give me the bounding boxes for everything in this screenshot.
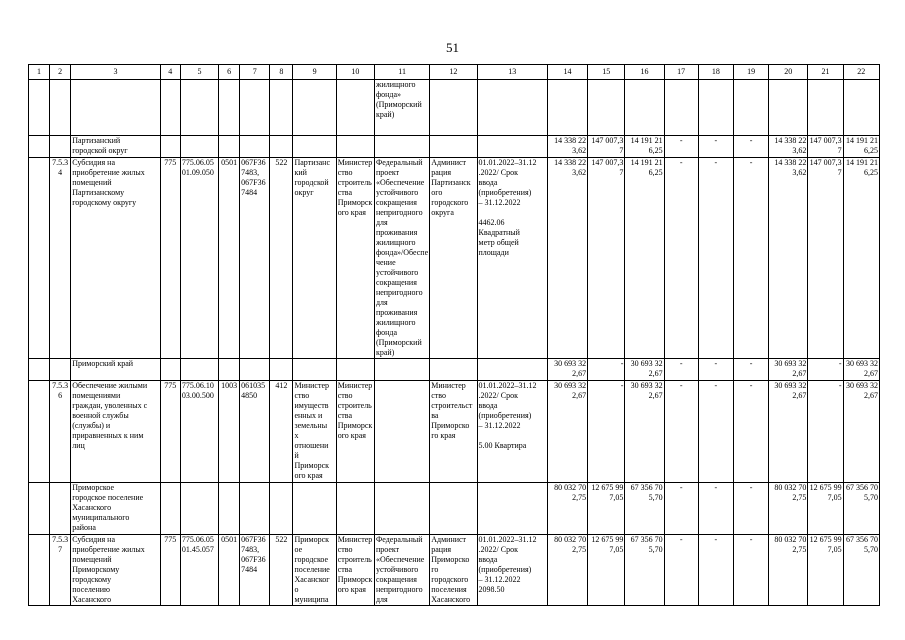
table-cell — [374, 136, 429, 158]
column-header: 21 — [808, 65, 843, 80]
table-cell: Субсидия на приобретение жилых помещений Приморскому городскому поселению Хасанского — [71, 535, 161, 606]
column-header: 12 — [430, 65, 477, 80]
column-header: 8 — [270, 65, 293, 80]
table-cell: - — [698, 381, 733, 483]
table-cell — [547, 80, 587, 136]
table-cell: 14 338 22 3,62 — [769, 158, 808, 359]
table-cell: Партизанский городской округ — [71, 136, 161, 158]
table-cell: 12 675 99 7,05 — [588, 483, 625, 535]
table-cell: 30 693 32 2,67 — [843, 359, 879, 381]
table-cell: 522 — [270, 158, 293, 359]
table-cell: - — [733, 381, 768, 483]
table-cell — [270, 359, 293, 381]
table-cell: 775 — [160, 381, 180, 483]
table-cell — [180, 483, 218, 535]
table-cell: 1003 — [219, 381, 240, 483]
table-cell — [843, 80, 879, 136]
column-header: 13 — [477, 65, 547, 80]
table-cell — [240, 80, 270, 136]
table-cell — [293, 136, 336, 158]
table-cell — [50, 359, 71, 381]
table-cell: Админист рация Приморско го городского поселения Хасанского — [430, 535, 477, 606]
table-cell: - — [588, 359, 625, 381]
table-cell: 14 191 21 6,25 — [625, 158, 664, 359]
table-cell: Министер ство строительст ва Приморско го края — [430, 381, 477, 483]
column-header: 11 — [374, 65, 429, 80]
table-cell: 067F36 7483, 067F36 7484 — [240, 535, 270, 606]
table-cell: - — [664, 535, 698, 606]
table-cell — [219, 483, 240, 535]
table-cell — [160, 359, 180, 381]
table-row — [29, 483, 880, 535]
table-cell: 30 693 32 2,67 — [625, 359, 664, 381]
table-cell: 80 032 70 2,75 — [769, 483, 808, 535]
table-cell — [293, 80, 336, 136]
table-cell — [240, 136, 270, 158]
table-cell: 14 338 22 3,62 — [769, 136, 808, 158]
table-cell: Федеральный проект «Обеспечение устойчивого сокращения непригодного для — [374, 535, 429, 606]
table-cell: 30 693 32 2,67 — [769, 359, 808, 381]
table-cell: 775 — [160, 158, 180, 359]
table-cell: 147 007,3 7 — [808, 136, 843, 158]
table-cell: Приморск ое городское поселение Хасанског о муниципа — [293, 535, 336, 606]
column-header: 10 — [336, 65, 374, 80]
table-cell: 522 — [270, 535, 293, 606]
table-cell — [180, 80, 218, 136]
table-cell — [160, 483, 180, 535]
table-cell: 30 693 32 2,67 — [625, 381, 664, 483]
table-cell: 147 007,3 7 — [588, 158, 625, 359]
table-cell: - — [698, 136, 733, 158]
table-row — [29, 158, 880, 359]
table-row — [29, 535, 880, 606]
table-cell — [180, 136, 218, 158]
table-cell — [29, 381, 50, 483]
table-cell: 30 693 32 2,67 — [547, 359, 587, 381]
table-cell: 7.5.37 — [50, 535, 71, 606]
header-row — [29, 65, 880, 80]
table-cell: - — [808, 381, 843, 483]
table-cell: 67 356 70 5,70 — [843, 535, 879, 606]
table-row — [29, 80, 880, 136]
table-cell: - — [588, 381, 625, 483]
table-cell — [733, 80, 768, 136]
table-cell: 12 675 99 7,05 — [808, 483, 843, 535]
column-header: 19 — [733, 65, 768, 80]
table-cell — [430, 136, 477, 158]
table-cell: 061035 4850 — [240, 381, 270, 483]
column-header: 15 — [588, 65, 625, 80]
table-cell: 412 — [270, 381, 293, 483]
table-cell — [71, 80, 161, 136]
table-cell: Министер ство имуществ енных и земельны х отношени й Приморск ого края — [293, 381, 336, 483]
table-cell — [625, 80, 664, 136]
table-cell: 67 356 70 5,70 — [625, 535, 664, 606]
table-cell: Админист рация Партизанск ого городского округа — [430, 158, 477, 359]
column-header: 22 — [843, 65, 879, 80]
table-cell — [430, 80, 477, 136]
table-row — [29, 136, 880, 158]
table-cell: 0501 — [219, 158, 240, 359]
table-cell: 80 032 70 2,75 — [547, 483, 587, 535]
table-cell — [29, 483, 50, 535]
table-cell — [29, 136, 50, 158]
column-header: 14 — [547, 65, 587, 80]
table-cell: 067F36 7483, 067F36 7484 — [240, 158, 270, 359]
table-cell — [29, 80, 50, 136]
table-cell: 01.01.2022–31.12 .2022/ Срок ввода (приобретения) – 31.12.2022 4462.06 Квадратный метр общей площади — [477, 158, 547, 359]
table-cell: 80 032 70 2,75 — [547, 535, 587, 606]
table-cell: - — [664, 381, 698, 483]
column-header: 5 — [180, 65, 218, 80]
table-cell: Министер ство строитель ства Приморск ого края — [336, 158, 374, 359]
table-cell — [29, 535, 50, 606]
table-cell: 14 191 21 6,25 — [625, 136, 664, 158]
column-header: 4 — [160, 65, 180, 80]
table-cell: - — [698, 158, 733, 359]
table-cell: - — [698, 535, 733, 606]
column-header: 16 — [625, 65, 664, 80]
table-cell — [219, 136, 240, 158]
table-cell — [29, 359, 50, 381]
table-cell: - — [664, 136, 698, 158]
table-cell — [219, 80, 240, 136]
table-cell: - — [808, 359, 843, 381]
table-cell — [240, 359, 270, 381]
table-cell: 147 007,3 7 — [808, 158, 843, 359]
column-header: 17 — [664, 65, 698, 80]
table-cell — [430, 359, 477, 381]
table-cell: 80 032 70 2,75 — [769, 535, 808, 606]
table-cell: Приморское городское поселение Хасанского муниципального района — [71, 483, 161, 535]
table-cell — [336, 80, 374, 136]
table-cell: 147 007,3 7 — [588, 136, 625, 158]
table-cell: Приморский край — [71, 359, 161, 381]
table-cell: 30 693 32 2,67 — [843, 381, 879, 483]
table-cell — [270, 80, 293, 136]
column-header: 20 — [769, 65, 808, 80]
table-cell — [50, 80, 71, 136]
page-number: 51 — [446, 40, 459, 55]
table-cell: 7.5.36 — [50, 381, 71, 483]
table-cell — [160, 80, 180, 136]
table-cell — [240, 483, 270, 535]
table-cell: 775.06.05 01.45.057 — [180, 535, 218, 606]
table-cell: 01.01.2022–31.12 .2022/ Срок ввода (приобретения) – 31.12.2022 5.00 Квартира — [477, 381, 547, 483]
table-cell: 12 675 99 7,05 — [588, 535, 625, 606]
table-cell — [808, 80, 843, 136]
table-cell — [477, 359, 547, 381]
table-cell: 30 693 32 2,67 — [769, 381, 808, 483]
table-cell: - — [698, 483, 733, 535]
table-cell — [293, 359, 336, 381]
table-cell — [180, 359, 218, 381]
column-header: 7 — [240, 65, 270, 80]
table-cell: 01.01.2022–31.12 .2022/ Срок ввода (приобретения) – 31.12.2022 2098.50 — [477, 535, 547, 606]
table-cell — [29, 158, 50, 359]
table-cell — [336, 483, 374, 535]
table-cell — [336, 359, 374, 381]
table-cell — [219, 359, 240, 381]
table-cell — [270, 483, 293, 535]
table-cell: - — [733, 136, 768, 158]
table-cell: 14 191 21 6,25 — [843, 158, 879, 359]
column-header: 18 — [698, 65, 733, 80]
table-cell: 775 — [160, 535, 180, 606]
table-cell: Федеральный проект «Обеспечение устойчивого сокращения непригодного для проживания жилищного фонда»/Обеспечение устойчивого сокращения непригодного для проживания жилищного фонда (Приморский край) — [375, 158, 429, 357]
table-cell — [374, 483, 429, 535]
column-header: 2 — [50, 65, 71, 80]
table-cell — [160, 136, 180, 158]
table-cell — [664, 80, 698, 136]
table-cell: Министер ство строитель ства Приморск ого края — [336, 535, 374, 606]
table-cell: Обеспечение жилыми помещениями граждан, уволенных с военной службы (службы) и приравненных к ним лиц — [71, 381, 161, 483]
table-cell: 67 356 70 5,70 — [843, 483, 879, 535]
table-cell — [50, 483, 71, 535]
table-cell: 67 356 70 5,70 — [625, 483, 664, 535]
table-cell — [769, 80, 808, 136]
table-row — [29, 359, 880, 381]
table-cell: 14 191 21 6,25 — [843, 136, 879, 158]
table-cell — [374, 381, 429, 483]
table-cell — [430, 483, 477, 535]
table-cell: - — [733, 535, 768, 606]
table-cell: 0501 — [219, 535, 240, 606]
table-cell: 14 338 22 3,62 — [547, 158, 587, 359]
table-cell — [477, 80, 547, 136]
column-header: 1 — [29, 65, 50, 80]
table-cell: Субсидия на приобретение жилых помещений Партизанскому городскому округу — [71, 158, 161, 359]
table-cell — [336, 136, 374, 158]
column-header: 6 — [219, 65, 240, 80]
column-header: 3 — [71, 65, 161, 80]
table-cell: - — [733, 483, 768, 535]
column-header: 9 — [293, 65, 336, 80]
table-cell — [477, 483, 547, 535]
table-cell — [477, 136, 547, 158]
table-cell: Министер ство строитель ства Приморск ого края — [336, 381, 374, 483]
table-cell: - — [733, 158, 768, 359]
table-cell — [374, 359, 429, 381]
table-cell: жилищного фонда» (Приморский край) — [374, 80, 429, 136]
table-cell: 775.06.10 03.00.500 — [180, 381, 218, 483]
table-cell: 30 693 32 2,67 — [547, 381, 587, 483]
table-cell: - — [664, 359, 698, 381]
table-cell: Партизанс кий городской округ — [293, 158, 336, 359]
table-row — [29, 381, 880, 483]
table-cell: 14 338 22 3,62 — [547, 136, 587, 158]
table-cell — [50, 136, 71, 158]
table-cell: - — [664, 158, 698, 359]
table-cell — [698, 80, 733, 136]
table-cell: 7.5.34 — [50, 158, 71, 359]
budget-table — [28, 64, 880, 606]
table-cell: 12 675 99 7,05 — [808, 535, 843, 606]
table-cell: 775.06.05 01.09.050 — [180, 158, 218, 359]
table-cell: - — [698, 359, 733, 381]
table-cell — [270, 136, 293, 158]
table-cell — [293, 483, 336, 535]
table-cell — [588, 80, 625, 136]
table-cell: - — [664, 483, 698, 535]
table-cell: - — [733, 359, 768, 381]
